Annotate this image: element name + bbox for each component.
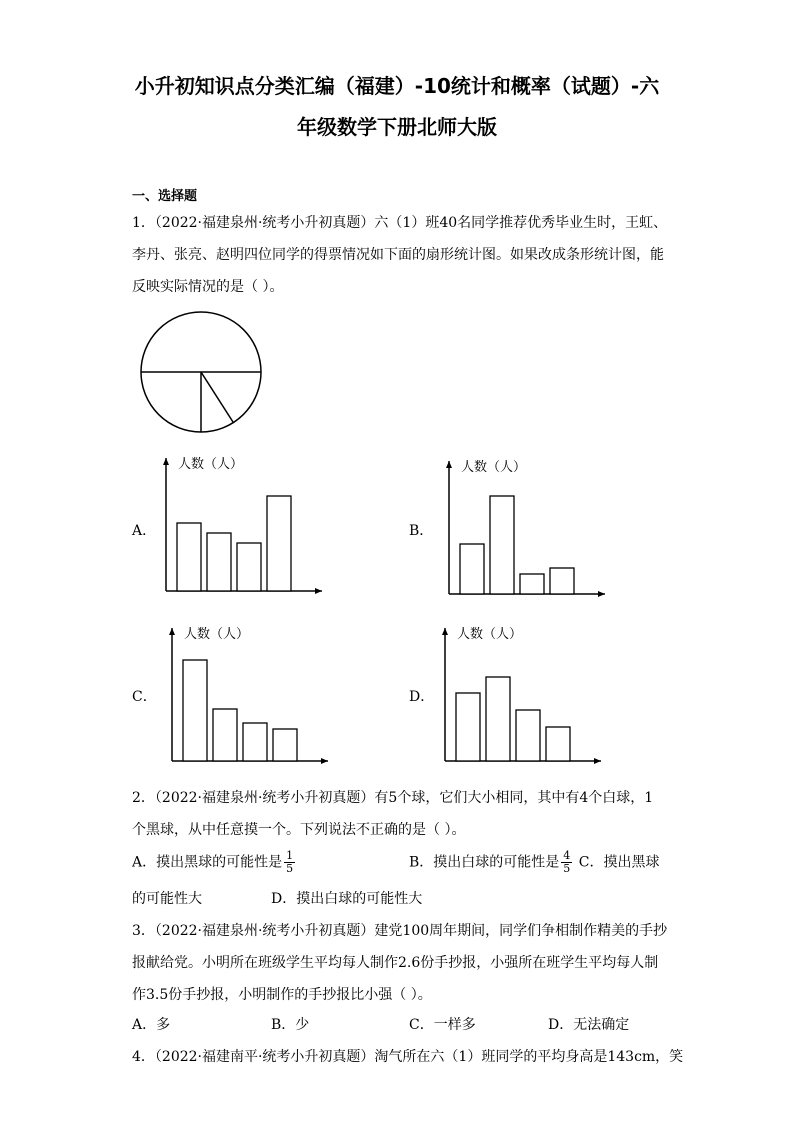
bar <box>520 574 544 594</box>
y-axis-arrow <box>163 458 169 465</box>
q1-option-c-label[interactable]: C． <box>132 689 157 705</box>
pie-chart <box>140 311 262 433</box>
fraction-denominator: 5 <box>563 862 571 875</box>
q1-option-d-label[interactable]: D． <box>409 689 435 705</box>
bar <box>207 533 231 591</box>
y-axis-label: 人数（人） <box>178 457 244 472</box>
pie-divider-diagonal <box>201 372 233 422</box>
fraction-one-fifth <box>284 850 295 875</box>
y-axis-arrow <box>446 461 452 468</box>
q2-option-b[interactable] <box>409 850 659 875</box>
fraction-numerator: 4 <box>563 849 571 862</box>
q3-line1: 3．（2022·福建泉州·统考小升初真题）建党100周年期间，同学们争相制作精美的手抄 <box>132 923 668 939</box>
y-axis-label: 人数（人） <box>461 460 527 475</box>
x-axis-arrow <box>321 758 328 764</box>
doc-title-line2: 年级数学下册北师大版 <box>297 115 497 139</box>
fraction-numerator: 1 <box>286 849 294 862</box>
section-heading: 一、选择题 <box>132 189 198 204</box>
bar-chart-c[interactable] <box>168 622 348 767</box>
q2-option-d[interactable]: D．摸出白球的可能性大 <box>271 891 423 907</box>
bar <box>490 496 514 594</box>
bar <box>183 660 207 761</box>
bar <box>456 693 480 761</box>
x-axis-arrow <box>315 588 322 594</box>
q3-option-a[interactable]: A．多 <box>132 1017 171 1033</box>
q1-option-b-label[interactable]: B． <box>409 523 434 539</box>
y-axis-label: 人数（人） <box>184 627 250 642</box>
q1-line1: 1．（2022·福建泉州·统考小升初真题）六（1）班40名同学推荐优秀毕业生时，王虹、 <box>132 215 668 231</box>
fraction-denominator: 5 <box>286 862 294 875</box>
bar <box>243 723 267 761</box>
y-axis-arrow <box>442 628 448 635</box>
y-axis-label: 人数（人） <box>457 627 523 642</box>
q2-line1: 2．（2022·福建泉州·统考小升初真题）有5个球，它们大小相同，其中有4个白球，1 <box>132 790 654 806</box>
q2-option-b-text: B．摸出白球的可能性是 <box>409 854 560 871</box>
q2-option-a[interactable] <box>132 850 297 875</box>
bar <box>237 543 261 591</box>
q1-line2: 李丹、张亮、赵明四位同学的得票情况如下面的扇形统计图。如果改成条形统计图，能 <box>132 247 664 263</box>
bar <box>546 727 570 761</box>
bar <box>486 677 510 761</box>
q2-line2: 个黑球，从中任意摸一个。下列说法不正确的是（ ）。 <box>132 822 466 838</box>
q3-option-d[interactable]: D．无法确定 <box>548 1017 630 1033</box>
bar-chart-d[interactable] <box>441 622 621 767</box>
q2-option-a-text: A．摸出黑球的可能性是 <box>132 854 283 871</box>
q3-line3: 作3.5份手抄报，小明制作的手抄报比小强（ ）。 <box>132 987 432 1003</box>
doc-title-line1: 小升初知识点分类汇编（福建）-10统计和概率（试题）-六 <box>134 74 660 98</box>
bar <box>516 710 540 761</box>
fraction-four-fifths <box>561 850 572 875</box>
q3-option-c[interactable]: C．一样多 <box>409 1017 476 1033</box>
bar <box>273 729 297 761</box>
y-axis-arrow <box>169 628 175 635</box>
q2-option-c-text[interactable]: C．摸出黑球 <box>578 854 660 871</box>
q1-line3: 反映实际情况的是（ ）。 <box>132 279 284 295</box>
x-axis-arrow <box>598 591 605 597</box>
bar <box>213 709 237 761</box>
bar <box>267 496 291 591</box>
bar <box>460 544 484 594</box>
bar-chart-b[interactable] <box>445 455 625 600</box>
q4-line1: 4．（2022·福建南平·统考小升初真题）淘气所在六（1）班同学的平均身高是143cm，笑 <box>132 1049 684 1065</box>
q2-option-c-cont: 的可能性大 <box>132 891 202 907</box>
bar <box>550 568 574 594</box>
q3-line2: 报献给党。小明所在班级学生平均每人制作2.6份手抄报，小强所在班学生平均每人制 <box>132 955 659 971</box>
bar <box>177 523 201 591</box>
q3-option-b[interactable]: B．少 <box>271 1017 310 1033</box>
x-axis-arrow <box>594 758 601 764</box>
q1-option-a-label[interactable]: A． <box>132 523 157 539</box>
bar-chart-a[interactable] <box>162 452 342 597</box>
